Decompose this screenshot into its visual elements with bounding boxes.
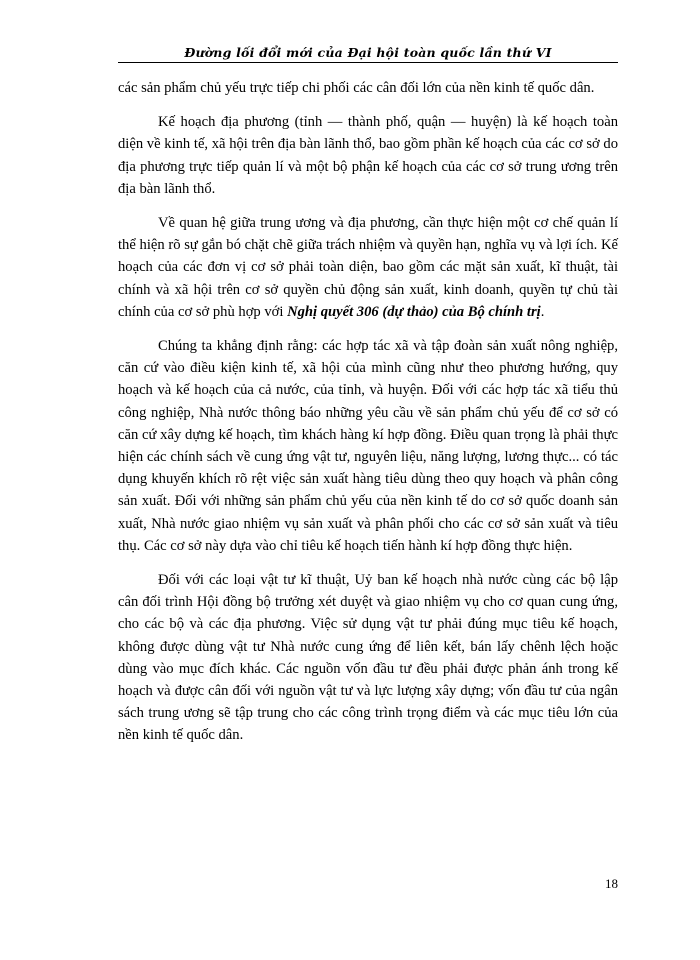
body-text xyxy=(118,77,618,759)
paragraph-text-end: . xyxy=(540,303,545,320)
paragraph-continuation: các sản phẩm chủ yếu trực tiếp chi phối các cân đối lớn của nền kinh tế quốc dân. xyxy=(118,80,595,96)
resolution-reference: Nghị quyết 306 (dự thảo) của Bộ chính trị xyxy=(287,303,541,320)
page-number: 18 xyxy=(605,876,618,891)
header-rule xyxy=(118,62,618,63)
paragraph-central-local-relations xyxy=(118,212,618,323)
running-header: Đường lối đổi mới của Đại hội toàn quốc lần thứ VI xyxy=(184,45,552,60)
paragraph-technical-supplies: Đối với các loại vật tư kĩ thuật, Uỷ ban kế hoạch nhà nước cùng các bộ lập cân đối trình Hội đồng bộ trưởng xét duyệt và giao nhiệm vụ cho cơ quan cung ứng, cho các bộ và các địa phương. Việc sử dụng vật tư phải đúng mục tiêu kế hoạch, không được dùng vật tư Nhà nước cung ứng để liên kết, bán lấy chênh lệch hoặc dùng vào mục đích khác. Các nguồn vốn đầu tư đều phải được phản ánh trong kế hoạch và được cân đối với nguồn vật tư và lực lượng xây dựng; vốn đầu tư của ngân sách trung ương sẽ tập trung cho các công trình trọng điểm và các mục tiêu lớn của nền kinh tế quốc dân. xyxy=(118,572,618,744)
paragraph-local-plan: Kế hoạch địa phương (tỉnh — thành phố, quận — huyện) là kế hoạch toàn diện về kinh tế, xã hội trên địa bàn lãnh thổ, bao gồm phần kế hoạch của các cơ sở do địa phương trực tiếp quản lí và một bộ phận kế hoạch của các cơ sở trung ương trên địa bàn lãnh thổ. xyxy=(118,114,618,197)
paragraph-cooperatives: Chúng ta khẳng định rằng: các hợp tác xã và tập đoàn sản xuất nông nghiệp, căn cứ vào điều kiện kinh tế, xã hội của mình cũng như theo phương hướng, quy hoạch và kế hoạch của cả nước, của tỉnh, và huyện. Đối với các hợp tác xã tiểu thủ công nghiệp, Nhà nước thông báo những yêu cầu về sản phẩm chủ yếu để cơ sở có căn cứ xây dựng kế hoạch, tìm khách hàng kí hợp đồng. Điều quan trọng là phải thực hiện các chính sách về cung ứng vật tư, nguyên liệu, năng lượng, lương thực... có tác dụng khuyến khích rõ rệt việc sản xuất hàng tiêu dùng theo quy hoạch và phân công sản xuất. Đối với những sản phẩm chủ yếu của nền kinh tế do cơ sở quốc doanh sản xuất, Nhà nước giao nhiệm vụ sản xuất và phân phối cho các cơ sở sản xuất và tiêu thụ. Các cơ sở này dựa vào chỉ tiêu kế hoạch tiến hành kí hợp đồng thực hiện. xyxy=(118,338,618,554)
paragraph-text: Về quan hệ giữa trung ương và địa phương, cần thực hiện một cơ chế quản lí thể hiện rõ sự gắn bó chặt chẽ giữa trách nhiệm và quyền hạn, nghĩa vụ và lợi ích. Kế hoạch của các đơn vị cơ sở phải toàn diện, bao gồm các mặt sản xuất, kĩ thuật, tài chính và xã hội trên cơ sở quyền chủ động sản xuất, kinh doanh, quyền tự chủ tài chính của cơ sở phù hợp với xyxy=(118,215,618,320)
